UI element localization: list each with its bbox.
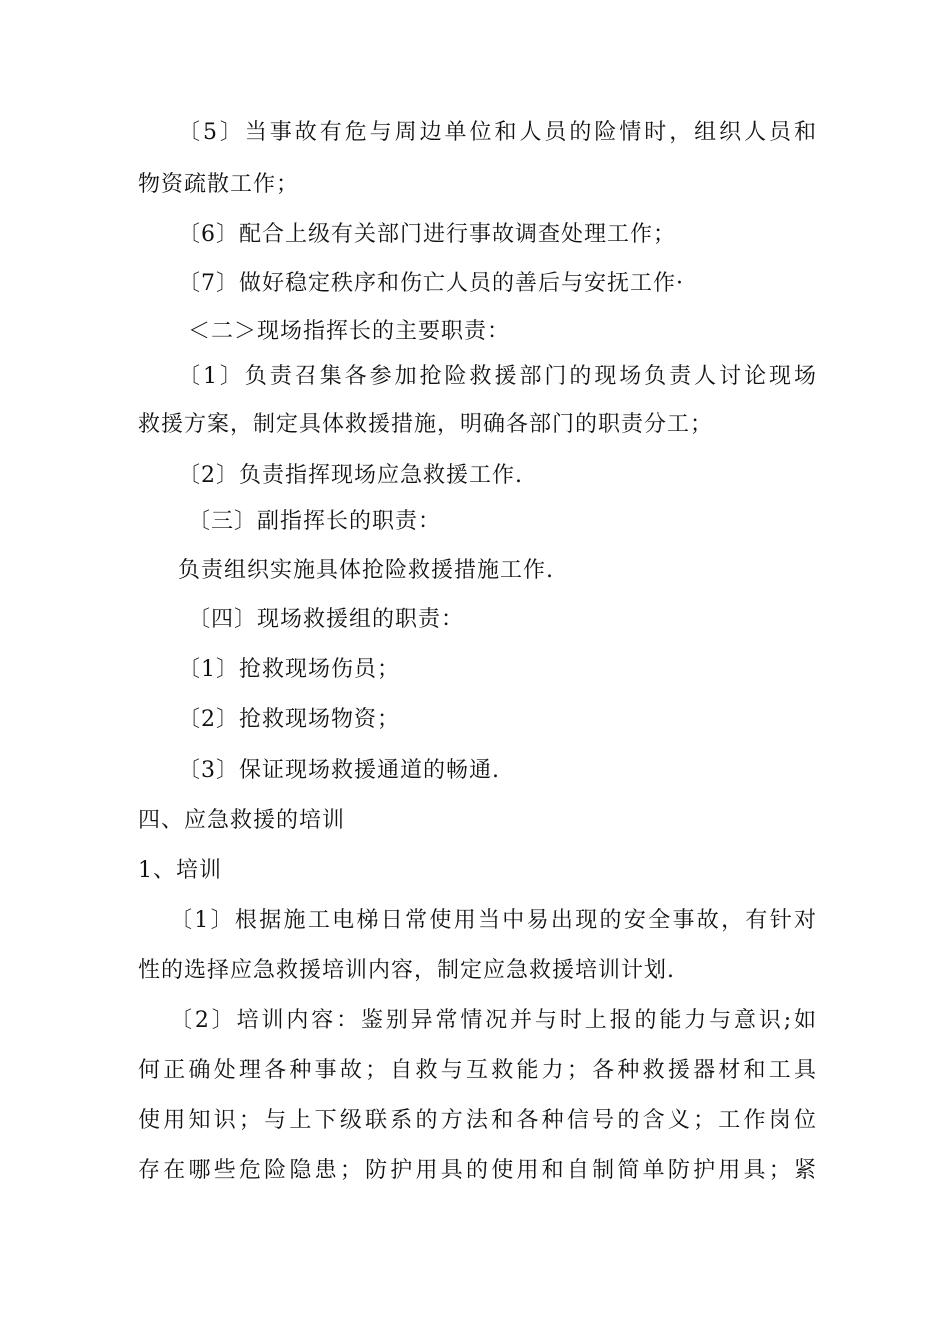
paragraph-line: 〔1〕负责召集各参加抢险救援部门的现场负责人讨论现场 — [178, 364, 816, 389]
subsection-heading: 1、培训 — [138, 858, 222, 883]
paragraph-line: 〔2〕负责指挥现场应急救援工作. — [178, 463, 523, 488]
paragraph-line: 负责组织实施具体抢险救援措施工作. — [178, 558, 554, 583]
paragraph-line: 物资疏散工作； — [138, 172, 300, 197]
paragraph-line: 〔1〕根据施工电梯日常使用当中易出现的安全事故，有针对 — [170, 908, 816, 933]
paragraph-line: 〔5〕当事故有危与周边单位和人员的险情时，组织人员和 — [178, 120, 816, 145]
list-item: 〔2〕抢救现场物资； — [178, 707, 400, 732]
section-heading: 四、应急救援的培训 — [138, 808, 346, 833]
paragraph-line: 存在哪些危险隐患；防护用具的使用和自制简单防护用具；紧 — [138, 1158, 816, 1183]
paragraph-line: 使用知识；与上下级联系的方法和各种信号的含义；工作岗位 — [138, 1108, 816, 1133]
paragraph-line: 何正确处理各种事故；自救与互救能力；各种救援器材和工具 — [138, 1058, 816, 1083]
section-heading: 〔四〕现场救援组的职责： — [188, 607, 465, 632]
list-item: 〔3〕保证现场救援通道的畅通. — [178, 758, 500, 783]
section-heading: 〔三〕副指挥长的职责： — [188, 509, 442, 534]
paragraph-line: 〔7〕做好稳定秩序和伤亡人员的善后与安抚工作· — [178, 271, 684, 296]
paragraph-line: 性的选择应急救援培训内容，制定应急救援培训计划. — [138, 958, 675, 983]
section-heading: ＜二＞现场指挥长的主要职责： — [188, 319, 511, 344]
paragraph-line: 〔6〕配合上级有关部门进行事故调查处理工作； — [178, 222, 676, 247]
list-item: 〔1〕抢救现场伤员； — [178, 657, 400, 682]
paragraph-line: 〔2〕培训内容：鉴别异常情况并与时上报的能力与意识;如 — [170, 1008, 816, 1033]
paragraph-line: 救援方案，制定具体救援措施，明确各部门的职责分工； — [138, 412, 714, 437]
